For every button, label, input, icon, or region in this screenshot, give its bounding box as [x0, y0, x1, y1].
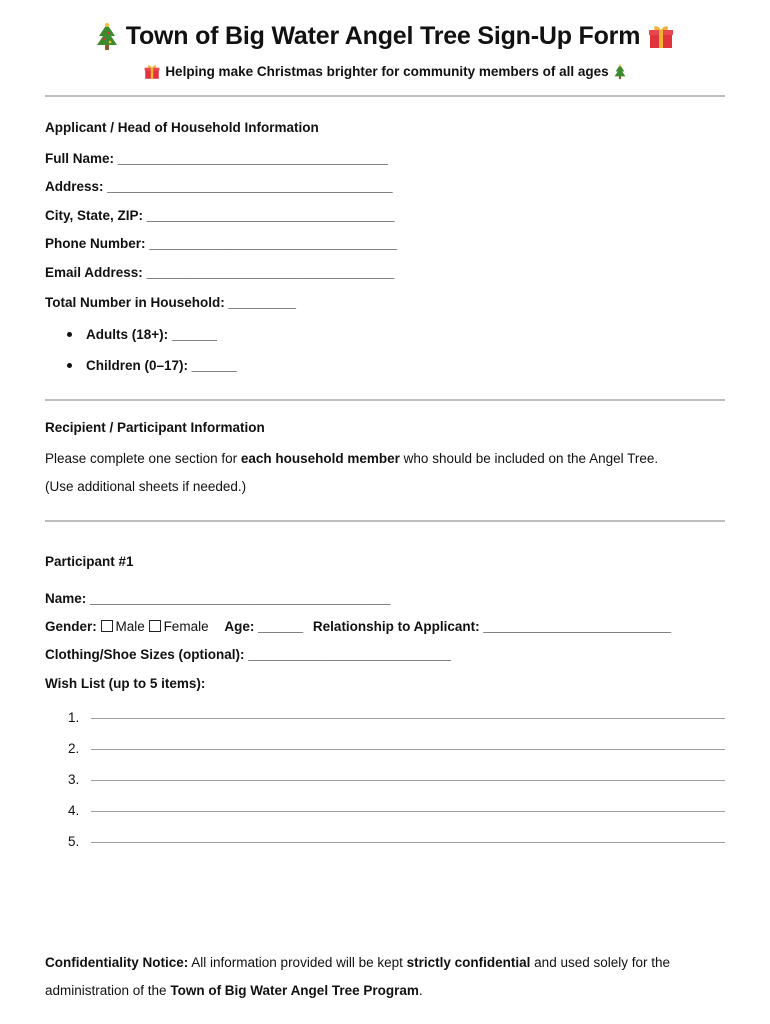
- household-total-field[interactable]: Total Number in Household: _________: [45, 295, 297, 310]
- gender-label: Gender:: [45, 619, 97, 634]
- city-state-zip-field[interactable]: City, State, ZIP: _________________________________: [45, 208, 395, 223]
- recipient-note: (Use additional sheets if needed.): [45, 479, 247, 494]
- male-label: Male: [115, 619, 145, 634]
- divider: [45, 95, 725, 97]
- confidentiality-notice: [45, 955, 670, 970]
- recipient-section-title: Recipient / Participant Information: [45, 420, 265, 435]
- notice-label: Confidentiality Notice:: [45, 955, 189, 970]
- subtitle-text: Helping make Christmas brighter for community members of all ages: [165, 64, 609, 79]
- gender-female-option[interactable]: [149, 619, 209, 634]
- children-label: Children (0–17): ______: [86, 358, 237, 373]
- relationship-field[interactable]: Relationship to Applicant: _________________________: [312, 619, 672, 634]
- recipient-instruction: [45, 451, 658, 466]
- age-field[interactable]: Age: ______: [224, 619, 304, 634]
- adults-label: Adults (18+): ______: [86, 327, 217, 342]
- confidentiality-notice-line2: [45, 983, 423, 998]
- wish-line-5[interactable]: [91, 842, 725, 843]
- bullet-icon: [67, 332, 72, 337]
- wish-line-2[interactable]: [91, 749, 725, 750]
- notice-period: .: [418, 983, 423, 998]
- wish-number: 2.: [68, 741, 80, 756]
- participant-heading: Participant #1: [45, 554, 134, 569]
- divider: [45, 399, 725, 401]
- phone-field[interactable]: Phone Number: _________________________________: [45, 236, 398, 251]
- form-header: [0, 22, 770, 85]
- email-field[interactable]: Email Address: _________________________________: [45, 265, 395, 280]
- wish-number: 5.: [68, 834, 80, 849]
- notice-text: All information provided will be kept: [188, 955, 407, 970]
- male-checkbox[interactable]: [101, 620, 113, 632]
- gift-icon: [648, 24, 674, 50]
- notice-text: administration of the: [45, 983, 171, 998]
- adults-field[interactable]: [67, 327, 217, 342]
- instruction-text: Please complete one section for: [45, 451, 241, 466]
- wish-line-1[interactable]: [91, 718, 725, 719]
- full-name-field[interactable]: Full Name: ____________________________________: [45, 151, 389, 166]
- wish-line-4[interactable]: [91, 811, 725, 812]
- instruction-bold-text: each household member: [240, 451, 400, 466]
- program-name: Town of Big Water Angel Tree Program: [170, 983, 419, 998]
- christmas-tree-icon: [614, 64, 626, 80]
- wish-number: 3.: [68, 772, 80, 787]
- notice-text-end: and used solely for the: [530, 955, 671, 970]
- children-field[interactable]: [67, 358, 237, 373]
- notice-bold: strictly confidential: [406, 955, 531, 970]
- gender-male-option[interactable]: [101, 619, 145, 634]
- instruction-text-end: who should be included on the Angel Tree.: [399, 451, 659, 466]
- page-title: [96, 22, 674, 51]
- gender-age-relationship-row: [45, 619, 671, 634]
- wish-number: 1.: [68, 710, 80, 725]
- title-text: Town of Big Water Angel Tree Sign-Up Form: [125, 22, 641, 50]
- female-checkbox[interactable]: [149, 620, 161, 632]
- address-field[interactable]: Address: ______________________________________: [45, 179, 393, 194]
- bullet-icon: [67, 363, 72, 368]
- participant-name-field[interactable]: Name: ________________________________________: [45, 591, 391, 606]
- applicant-section-title: Applicant / Head of Household Information: [45, 120, 319, 135]
- christmas-tree-icon: [96, 23, 118, 51]
- sizes-field[interactable]: Clothing/Shoe Sizes (optional): ___________________________: [45, 647, 451, 662]
- gift-icon: [144, 64, 160, 80]
- page-subtitle: [144, 64, 625, 80]
- female-label: Female: [163, 619, 209, 634]
- wish-line-3[interactable]: [91, 780, 725, 781]
- wish-list-label: Wish List (up to 5 items):: [45, 676, 206, 691]
- divider: [45, 520, 725, 522]
- wish-number: 4.: [68, 803, 80, 818]
